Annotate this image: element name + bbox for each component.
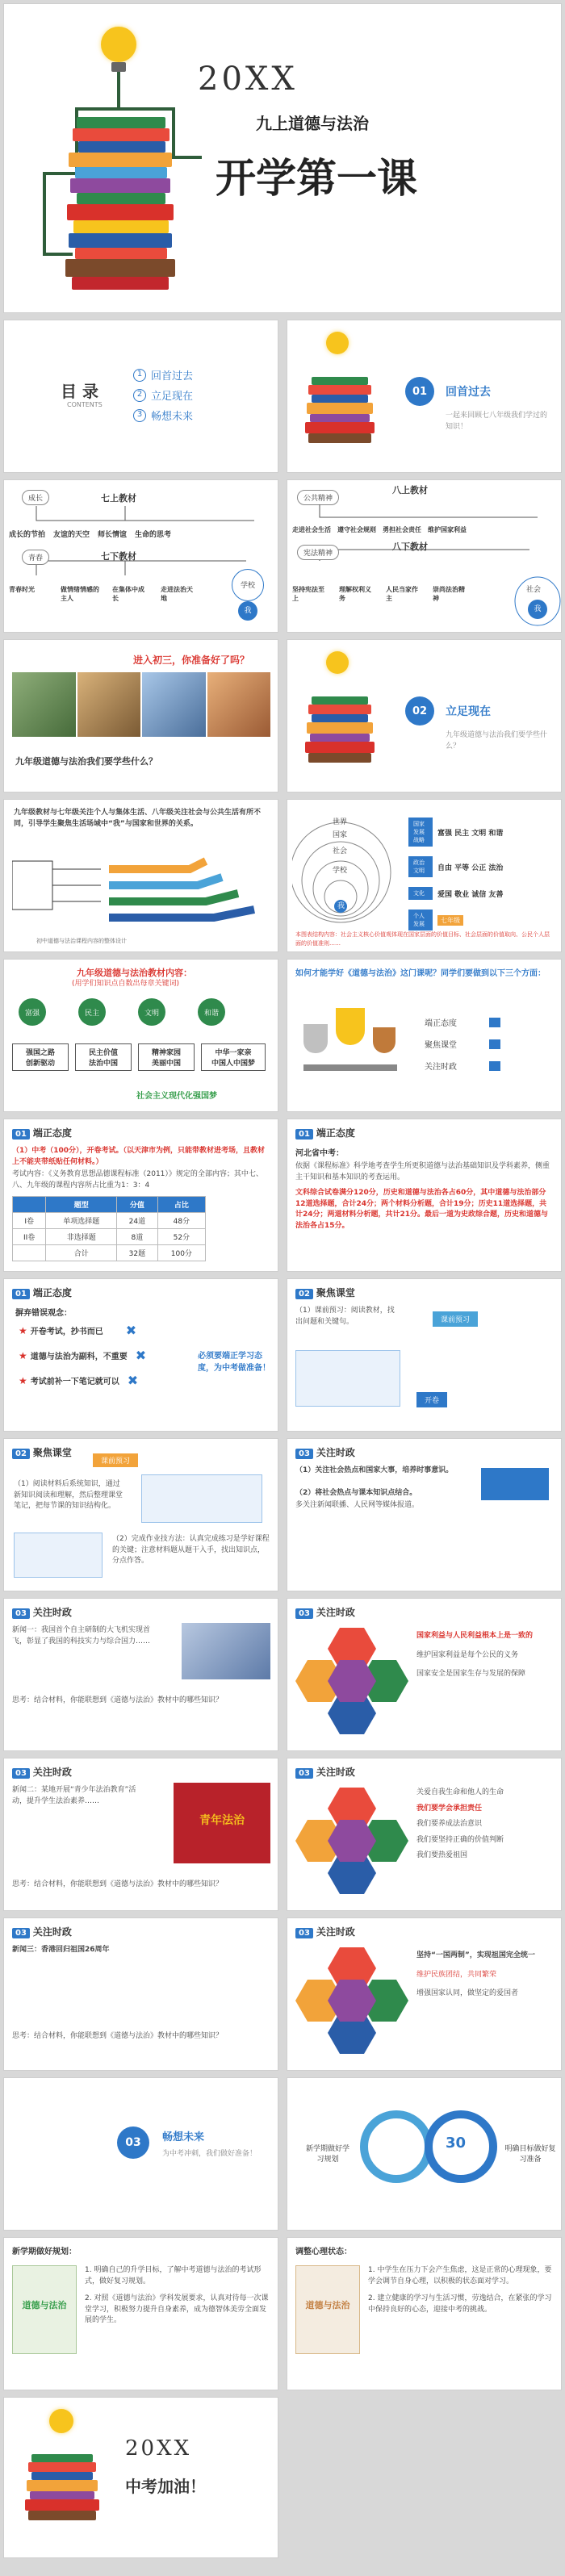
cover-year: 20XX <box>198 61 298 98</box>
ending-year: 20XX <box>125 2436 192 2461</box>
book <box>75 248 167 259</box>
photo <box>207 672 271 737</box>
cross-icon: ✖ <box>125 1323 137 1338</box>
politics6-question: 思考：结合材料，你能联想到《道德与法治》教材中的哪些知识？ <box>12 2032 224 2040</box>
section3-slide[interactable] <box>3 2077 278 2231</box>
ring <box>360 2110 433 2183</box>
focus-box: 开卷 <box>416 1392 447 1407</box>
news-photo <box>182 1623 270 1679</box>
society-label: 社会 <box>526 586 542 594</box>
politics1-slide[interactable]: 03 关注时政 （1）关注社会热点和国家大事，培养时事意识。 （2）将社会热点与课本知识点结合。 多关注新闻联播、人民网等媒体报道。 <box>287 1438 562 1591</box>
banner-text: 进入初三，你准备好了吗？ <box>133 654 250 666</box>
hex-cluster <box>295 1947 408 2060</box>
exam-table: 题型 分值 占比 I卷 单项选择题 24道 48分 II卷 非选择题 8道 52分 合计 32题 100分 <box>12 1196 206 1261</box>
society-label: 社会 <box>333 847 348 855</box>
contents-subtitle: CONTENTS <box>67 401 103 408</box>
focus2-slide[interactable]: 02 聚焦课堂 课前预习 （1）阅读材料后系统知识，通过新知识阅读和理解，然后整理课堂笔记，把每节课的知识结构化。 （2）完成作业技方法：认真完成练习是学好课程的关键；注意材料题从题干入手，找出知识点，分点作答。 <box>3 1438 278 1591</box>
grade8-bottom-items: 坚持宪法至上 理解权利义务 人民当家作主 崇尚法治精神 <box>292 586 465 602</box>
hex-cluster <box>295 1628 408 1741</box>
photo <box>77 672 141 737</box>
plan1-title: 新学期做好规划： <box>12 2248 77 2256</box>
question-text: 九年级道德与法治我们要学些什么？ <box>15 756 157 767</box>
exam2-text: 依据《课程标准》科学地考查学生所更积道德与法治基础知识及学科素养，侧重主干知识和基本知识的考查运用。 <box>295 1162 550 1181</box>
exam1-line2: 考试内容：《义务教育思想品德课程标准（2011）》规定的全部内容；其中七、八、九年级的课程内容所占比重为1：3：4 <box>12 1170 263 1190</box>
exam1-slide[interactable]: 01 端正态度 （1）中考（100分），开卷考试。（以天津市为例，只能带教材进考场，且教材上不能夹带纸贴任何材料。） 考试内容：《义务教育思想品德课程标准（2011）》规定的全部内容；其中七、八、九年级的课程内容所占比重为1：3：4 题型 分值 占比 I卷 单项选择题 24道 48分 II卷 非选择题 8道 52分 合计 32题 100分 <box>3 1119 278 1272</box>
grade7-top-heading: 七上教材 <box>101 493 136 504</box>
section-desc: 为中考冲刺，我们做好准备！ <box>162 2150 257 2158</box>
public-chip: 公共精神 <box>297 490 339 505</box>
exam2-title: 河北省中考： <box>295 1149 344 1158</box>
book <box>69 153 172 167</box>
plan1-slide[interactable] <box>3 2237 278 2390</box>
future-slide[interactable] <box>287 2077 562 2231</box>
chapter-box: 民主价值 法治中国 <box>75 1043 132 1071</box>
cover-slide[interactable] <box>3 3 562 313</box>
politics7-slide[interactable]: 03 关注时政 坚持“一国两制”，实现祖国完全统一 维护民族团结，共同繁荣 增强国家认同，做坚定的爱国者 <box>287 1917 562 2071</box>
future-left: 新学期做好学习规划 <box>305 2145 349 2164</box>
focus-box: 课前预习 <box>433 1311 478 1327</box>
exam2-slide[interactable]: 01 端正态度 河北省中考： 依据《课程标准》科学地考查学生所更积道德与法治基础知识及学科素养，侧重主干知识和基本知识的考查运用。 文科综合试卷满分120分，历史和道德与法治各占60分，其中道德与法治部分12道选择题，合计24分；两个材料分析题，合计19分；历史11道选择题，共计24分；两道材料分析题，共计21分。最后一道为史政综合题，历史和道德与法治各占15分。 <box>287 1119 562 1272</box>
table-row: 合计 32题 100分 <box>13 1245 206 1261</box>
focus2-item2: （2）完成作业技方法：认真完成练习是学好课程的关键；注意材料题从题干入手，找出知识点，分点作答。 <box>112 1535 270 1565</box>
book <box>78 141 165 153</box>
chapter-box: 强国之路 创新驱动 <box>12 1043 69 1071</box>
chapter-box: 中华一家亲 中国人中国梦 <box>201 1043 266 1071</box>
section-number: 02 <box>405 696 434 726</box>
grade8-top-items: 走进社会生活 遵守社会规则 勇担社会责任 维护国家利益 <box>292 526 467 533</box>
me-circle: 我 <box>528 600 547 619</box>
politics2-text: 新闻一：我国首个自主研制的大飞机实现首飞，彰显了我国的科技实力与综合国力…… <box>12 1626 151 1646</box>
attitude-list: 端正态度 聚焦课堂 关注时政 <box>425 1016 500 1072</box>
book <box>70 178 170 193</box>
illustration-box <box>141 1474 262 1523</box>
grade7-slide[interactable] <box>3 479 278 633</box>
plan1-items: 1. 明确自己的升学目标，了解中考道德与法治的考试形式，做好复习规划。 2. 对照《道德与法治》学科发展要求，认真对待每一次课堂学习，积极努力提升自身素养，成为德智体美劳全面发展的学生。 <box>85 2266 269 2324</box>
exam1-line: （1）中考（100分），开卷考试。（以天津市为例，只能带教材进考场，且教材上不能夹带纸贴任何材料。） <box>12 1147 266 1166</box>
section1-slide[interactable] <box>287 320 562 473</box>
contents-slide[interactable] <box>3 320 278 473</box>
politics1-line1: （1）关注社会热点和国家大事，培养时事意识。 <box>295 1466 454 1474</box>
keyword-circle: 富强 <box>19 998 46 1026</box>
world-label: 世界 <box>333 818 348 826</box>
lightbulb-icon <box>49 2409 73 2433</box>
cover-title: 开学第一课 <box>216 155 417 202</box>
plan2-items: 1. 中学生在压力下会产生焦虑，这是正常的心理现象，要学会调节自身心理，以积极的状态面对学习。 2. 建立健康的学习与生活习惯，劳逸结合，在紧张的学习中保持良好的心态，迎接中考的挑战。 <box>368 2266 552 2314</box>
me-label: 我 <box>337 902 345 910</box>
photo <box>142 672 206 737</box>
politics5-points: 关爱自我生命和他人的生命 我们要学会承担责任 我们要养成法治意识 我们要坚持正确的价值判断 我们要热爱祖国 <box>416 1788 504 1859</box>
contents-item[interactable]: 1 回首过去 <box>133 367 193 383</box>
book <box>69 233 172 248</box>
keyword-row <box>19 998 225 1026</box>
politics-graphic <box>481 1468 549 1500</box>
plan2-slide[interactable] <box>287 2237 562 2390</box>
future-mid: 30 <box>446 2135 467 2152</box>
trophy-icon <box>303 1008 400 1081</box>
politics2-question: 思考：结合材料，你能联想到《道德与法治》教材中的哪些知识？ <box>12 1696 224 1704</box>
concentric-diagram <box>292 808 405 929</box>
diagram-caption: 初中道德与法治课程内容的整体设计 <box>36 938 127 944</box>
grade9-intro-slide[interactable] <box>3 639 278 792</box>
section-title: 回首过去 <box>446 386 491 399</box>
section-title: 畅想未来 <box>162 2131 205 2143</box>
contents-title: 目 录 <box>61 382 98 401</box>
politics3-points: 国家利益与人民利益根本上是一致的 维护国家利益是每个公民的义务 国家安全是国家生存与发展的保障 <box>416 1632 534 1678</box>
lightbulb-icon <box>326 332 349 354</box>
politics4-question: 思考：结合材料，你能联想到《道德与法治》教材中的哪些知识？ <box>12 1880 224 1888</box>
keyword-circle: 民主 <box>78 998 106 1026</box>
politics4-slide[interactable]: 03 关注时政 新闻二：某地开展“青少年法治教育”活动，提升学生法治素养…… 青年法治 思考：结合材料，你能联想到《道德与法治》教材中的哪些知识？ <box>3 1758 278 1911</box>
book <box>73 128 170 141</box>
politics1-line3: 多关注新闻联播、人民网等媒体报道。 <box>295 1501 420 1509</box>
grade8-slide[interactable] <box>287 479 562 633</box>
learn-title: 摒弃错误观念： <box>15 1309 72 1318</box>
growth-chip: 成长 <box>22 490 49 505</box>
news-poster: 青年法治 <box>174 1783 270 1863</box>
diagram-note: 本图表结构内容：社会主义核心价值观体现在国家层面的价值目标、社会层面的价值取向、公民个人层面的价值准则…… <box>295 931 550 947</box>
politics7-points: 坚持“一国两制”，实现祖国完全统一 维护民族团结，共同繁荣 增强国家认同，做坚定的爱国者 <box>416 1951 535 1997</box>
politics3-slide[interactable]: 03 关注时政 国家利益与人民利益根本上是一致的 维护国家利益是每个公民的义务 国家安全是国家生存与发展的保障 <box>287 1598 562 1751</box>
politics4-text: 新闻二：某地开展“青少年法治教育”活动，提升学生法治素养…… <box>12 1786 136 1805</box>
learn-correct: 必须要端正学习态度，为中考做准备！ <box>198 1352 270 1373</box>
grade8-top-heading: 八上教材 <box>392 485 428 496</box>
politics1-line2: （2）将社会热点与课本知识点结合。 <box>295 1488 417 1497</box>
textbook-cover: 道德与法治 <box>12 2265 77 2354</box>
book <box>77 117 165 128</box>
keyword-circle: 文明 <box>138 998 165 1026</box>
ending-slide[interactable] <box>3 2397 278 2558</box>
section-desc: 一起来回顾七八年级我们学过的知识！ <box>446 412 548 431</box>
book-stack-illustration <box>28 20 214 303</box>
course-structure-diagram <box>12 845 270 934</box>
school-circle: 学校 <box>232 569 264 601</box>
book <box>72 277 169 290</box>
grade7-bottom-items: 青春时光 做情绪情感的主人 在集体中成长 走进法治天地 <box>9 586 193 602</box>
lightbulb-icon <box>326 651 349 674</box>
focus-box: 课前预习 <box>93 1453 138 1467</box>
chapter-row <box>12 1043 266 1071</box>
attitude-question: 如何才能学好《道德与法治》这门课呢？同学们要做到以下三个方面： <box>295 969 546 978</box>
youth-chip: 青春 <box>22 550 49 565</box>
content9-title: 九年级道德与法治教材内容： <box>77 968 192 978</box>
content9-slide[interactable] <box>3 959 278 1112</box>
exam2-text2: 文科综合试卷满分120分，历史和道德与法治各占60分，其中道德与法治部分12道选择题，合计24分；两个材料分析题，合计19分；历史11道选择题，共计24分；两道材料分析题，共计21分。最后一道为史政综合题，历史和道德与法治各占15分。 <box>295 1189 549 1230</box>
table-row: I卷 单项选择题 24道 48分 <box>13 1213 206 1229</box>
ending-title: 中考加油！ <box>125 2477 206 2496</box>
section-title: 立足现在 <box>446 705 491 718</box>
photo <box>12 672 76 737</box>
cross-icon: ✖ <box>135 1348 147 1363</box>
grade8-bottom-heading: 八下教材 <box>392 542 428 552</box>
cross-icon: ✖ <box>127 1373 139 1388</box>
photo-strip <box>12 672 270 737</box>
section-number: 03 <box>117 2126 149 2159</box>
contents-item[interactable]: 2 立足现在 <box>133 387 193 403</box>
chapter-box: 精神家园 美丽中国 <box>138 1043 195 1071</box>
contents-item[interactable]: 3 畅想未来 <box>133 408 193 423</box>
table-row: II卷 非选择题 8道 52分 <box>13 1229 206 1245</box>
section-desc: 九年级道德与法治我们要学些什么？ <box>446 731 548 751</box>
hex-cluster <box>295 1788 408 1901</box>
politics5-slide[interactable]: 03 关注时政 关爱自我生命和他人的生命 我们要学会承担责任 我们要养成法治意识 我们要坚持正确的价值判断 我们要热爱祖国 <box>287 1758 562 1911</box>
cover-subtitle: 九上道德与法治 <box>256 114 369 133</box>
book <box>77 193 165 204</box>
focus2-item1: （1）阅读材料后系统知识，通过新知识阅读和理解，然后整理课堂笔记，把每节课的知识结构化。 <box>14 1480 123 1510</box>
illustration-box <box>14 1533 103 1578</box>
politics6-slide[interactable]: 03 关注时政 新闻三：香港回归祖国26周年 思考：结合材料，你能联想到《道德与法治》教材中的哪些知识？ <box>3 1917 278 2071</box>
focus1-text: （1）课前预习：阅读教材，找出问题和关键句。 <box>295 1307 395 1326</box>
book <box>73 220 169 233</box>
section2-slide[interactable] <box>287 639 562 792</box>
content9-subtitle: (用学们知识点自数出每章关键词) <box>72 980 180 988</box>
learn-slide[interactable]: 01 端正态度 摒弃错误观念： ★ 开卷考试，抄书而已 ✖ ★ 道德与法治为副科，不重要 ✖ ★ 考试前补一下笔记就可以 ✖ 必须要端正学习态度，为中考做准备！ <box>3 1278 278 1432</box>
grade9b-slide[interactable] <box>287 799 562 952</box>
grade9-text: 九年级教材与七年级关注个人与集体生活、八年级关注社会与公共生活有所不同，引导学生聚焦生活场域中“我”与国家和世界的关系。 <box>14 809 262 828</box>
future-right: 明确目标做好复习准备 <box>504 2145 556 2164</box>
grade7-top-items: 成长的节拍 友谊的天空 师长情谊 生命的思考 <box>9 531 172 539</box>
book <box>67 204 174 220</box>
school-label: 学校 <box>333 867 348 875</box>
keyword-circle: 和谐 <box>198 998 225 1026</box>
grade7-bottom-heading: 七下教材 <box>101 551 136 562</box>
politics2-slide[interactable]: 03 关注时政 新闻一：我国首个自主研制的大飞机实现首飞，彰显了我国的科技实力与综合国力…… 思考：结合材料，你能联想到《道德与法治》教材中的哪些知识？ <box>3 1598 278 1751</box>
constitution-chip: 宪法精神 <box>297 545 339 560</box>
value-table: 国家发展战略 富强 民主 文明 和谐 政治文明 自由 平等 公正 法治 文化 爱国 敬业 诚信 友善 个人发展 七年级 <box>408 818 503 930</box>
attitude-slide[interactable] <box>287 959 562 1112</box>
textbook-cover: 道德与法治 <box>295 2265 360 2354</box>
book <box>65 259 175 277</box>
nation-label: 国家 <box>333 831 348 839</box>
section-number: 01 <box>405 377 434 406</box>
content9-footer: 社会主义现代化强国梦 <box>136 1092 217 1101</box>
plan2-title: 调整心理状态： <box>295 2248 352 2256</box>
book <box>75 167 167 178</box>
politics6-text: 新闻三：香港回归祖国26周年 <box>12 1946 110 1954</box>
focus1-slide[interactable]: 02 聚焦课堂 （1）课前预习：阅读教材，找出问题和关键句。 课前预习 开卷 <box>287 1278 562 1432</box>
grade9a-slide[interactable] <box>3 799 278 952</box>
me-circle: 我 <box>238 601 257 621</box>
